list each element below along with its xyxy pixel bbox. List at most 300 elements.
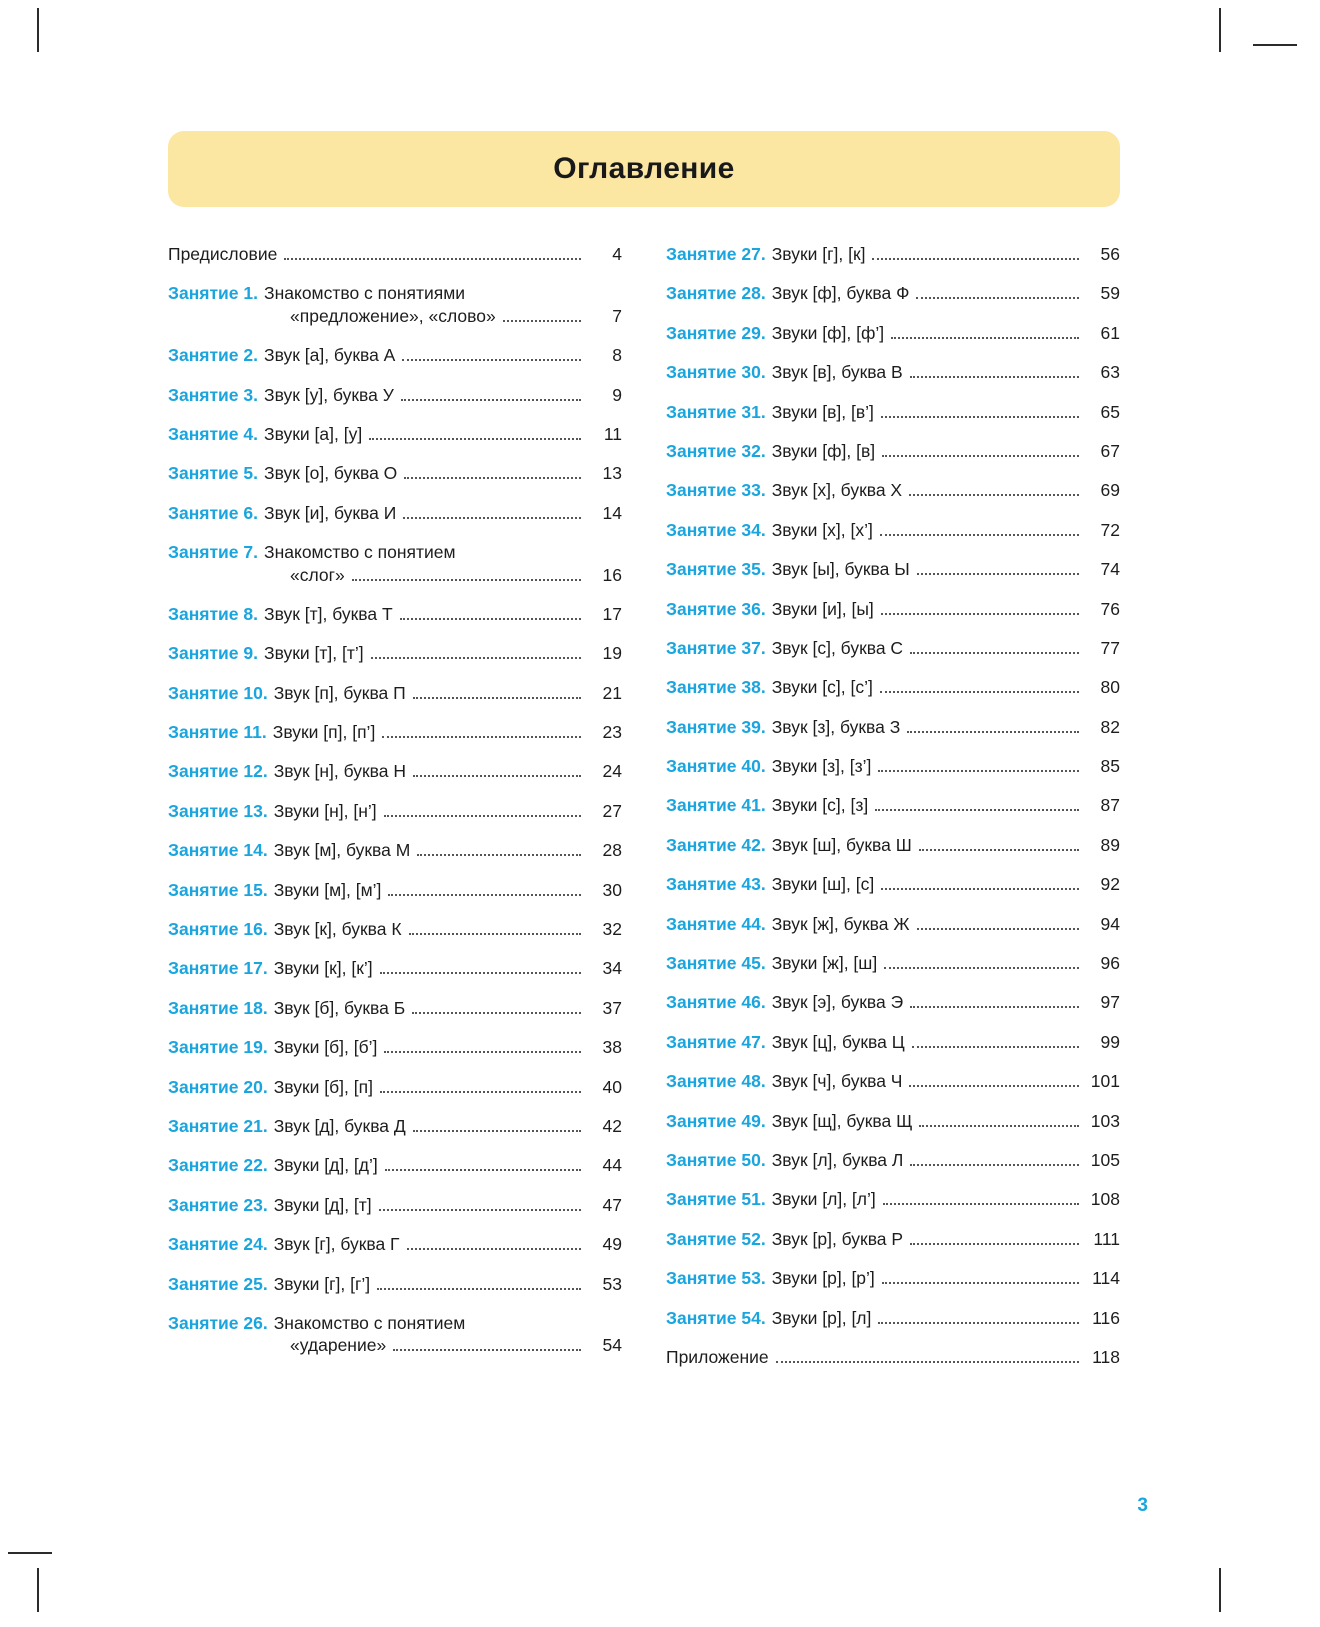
toc-entry-line [168,1036,622,1058]
toc-entry-label: Занятие 50. [666,1149,766,1170]
toc-entry[interactable] [168,839,622,861]
toc-entry-label: Занятие 9. [168,643,258,664]
toc-entry[interactable] [666,479,1120,501]
toc-entry-label: Занятие 41. [666,795,766,816]
toc-entry-page: 19 [602,643,622,664]
toc-entry-text: Звук [а], буква А [264,345,396,366]
toc-leader-dots [417,853,581,856]
crop-mark-right-top [1253,44,1297,46]
toc-entry[interactable] [666,1110,1120,1132]
toc-entry-page: 42 [602,1115,622,1136]
toc-entry-line [168,1312,622,1334]
toc-entry-text: Звуки [х], [х’] [771,519,873,540]
toc-entry-text: Звук [к], буква К [273,919,402,940]
toc-entry-label: Занятие 38. [666,677,766,698]
toc-entry-text: Приложение [666,1346,769,1367]
toc-entry-label: Занятие 28. [666,283,766,304]
toc-leader-dots [393,1348,581,1351]
toc-entry-text: Знакомство с понятием [273,1312,466,1333]
toc-entry-text: Звуки [п], [п’] [272,722,376,743]
toc-entry-text: Звуки [и], [ы] [771,598,874,619]
toc-entry-label: Занятие 44. [666,913,766,934]
toc-entry-text: Звук [ц], буква Ц [771,1031,905,1052]
toc-entry-label: Занятие 18. [168,997,268,1018]
toc-entry[interactable] [168,760,622,782]
toc-entry-page: 89 [1100,834,1120,855]
toc-leader-dots [910,651,1079,654]
toc-entry-text: Звук [х], буква Х [771,480,903,501]
toc-entry-label: Занятие 43. [666,874,766,895]
toc-column-left [168,243,622,1385]
toc-leader-dots [878,769,1079,772]
toc-entry-page: 76 [1100,598,1120,619]
toc-entry-label: Занятие 25. [168,1273,268,1294]
toc-entry[interactable] [168,344,622,366]
toc-entry[interactable] [666,1346,1120,1368]
toc-entry[interactable] [168,1233,622,1255]
toc-entry-text: Звук [г], буква Г [273,1234,400,1255]
toc-entry-label: Занятие 35. [666,559,766,580]
toc-entry-page: 103 [1090,1110,1120,1131]
toc-leader-dots [880,690,1079,693]
toc-entry-text: Звук [э], буква Э [771,992,904,1013]
toc-entry[interactable] [666,1188,1120,1210]
toc-leader-dots [909,493,1079,496]
toc-entry-page: 114 [1092,1268,1120,1289]
toc-entry-text: Звуки [р], [р’] [771,1268,875,1289]
toc-entry-line [666,991,1120,1013]
toc-entry-label: Занятие 8. [168,603,258,624]
toc-entry-line [666,598,1120,620]
toc-entry-text: Звуки [н], [н’] [273,800,377,821]
toc-leader-dots [776,1360,1079,1363]
toc-entry-text: Звуки [д], [т] [273,1194,372,1215]
toc-entry-text: Звуки [м], [м’] [273,879,382,900]
toc-entry[interactable] [168,502,622,524]
toc-entry-page: 28 [602,840,622,861]
toc-entry-line [666,440,1120,462]
toc-entry-line [168,423,622,445]
toc-entry-page: 40 [602,1076,622,1097]
toc-entry-line [168,1273,622,1295]
toc-entry-line [666,322,1120,344]
toc-entry[interactable] [666,440,1120,462]
toc-entry-line [666,1307,1120,1329]
toc-entry[interactable] [666,755,1120,777]
toc-entry-line [168,800,622,822]
toc-entry-line [168,1076,622,1098]
toc-entry-text: Звук [ф], буква Ф [771,283,910,304]
toc-entry[interactable] [666,401,1120,423]
toc-entry[interactable] [168,1115,622,1137]
toc-leader-dots [404,476,581,479]
toc-entry-page: 69 [1100,480,1120,501]
toc-leader-dots [891,336,1079,339]
toc-entry-label: Занятие 1. [168,283,258,304]
toc-entry-line [666,873,1120,895]
toc-entry-page: 63 [1100,362,1120,383]
toc-entry-page: 44 [602,1155,622,1176]
toc-entry-label: Занятие 39. [666,716,766,737]
toc-entry[interactable] [168,879,622,901]
toc-leader-dots [917,572,1079,575]
toc-entry-page: 85 [1100,756,1120,777]
toc-entry-text: Звуки [г], [к] [771,244,866,264]
toc-entry-line [168,282,622,304]
toc-entry-label: Занятие 46. [666,992,766,1013]
toc-entry[interactable] [666,322,1120,344]
toc-entry-label: Занятие 23. [168,1194,268,1215]
toc-entry-page: 72 [1100,519,1120,540]
toc-entry-label: Занятие 3. [168,384,258,405]
toc-leader-dots [407,1247,581,1250]
toc-entry-line [168,682,622,704]
toc-entry-label: Занятие 36. [666,598,766,619]
toc-entry-text: Звуки [д], [д’] [273,1155,378,1176]
toc-entry-text: Звуки [с], [с’] [771,677,873,698]
toc-leader-dots [409,932,581,935]
toc-entry-page: 116 [1092,1307,1120,1328]
toc-entry-page: 87 [1100,795,1120,816]
toc-entry[interactable] [168,423,622,445]
toc-entry-label: Занятие 2. [168,345,258,366]
toc-entry[interactable] [666,913,1120,935]
toc-entry-label: Занятие 12. [168,761,268,782]
toc-columns [168,243,1120,1385]
toc-entry-line [666,361,1120,383]
toc-entry[interactable] [666,873,1120,895]
toc-entry-text: Звуки [а], [у] [264,423,363,444]
toc-entry-page: 92 [1100,874,1120,895]
toc-leader-dots [882,1281,1079,1284]
toc-entry-line [666,479,1120,501]
toc-entry-line [168,541,622,563]
crop-mark-bottom-left [37,1568,39,1612]
toc-entry-page: 27 [602,800,622,821]
toc-entry[interactable] [168,1194,622,1216]
toc-leader-dots [910,1163,1079,1166]
toc-entry-label: Занятие 45. [666,953,766,974]
toc-entry[interactable] [666,1267,1120,1289]
toc-entry-text: Звук [л], буква Л [771,1149,904,1170]
toc-entry[interactable] [666,716,1120,738]
toc-entry-page: 24 [602,761,622,782]
toc-entry-text: Звуки [ф], [в] [771,440,876,461]
toc-entry[interactable] [666,676,1120,698]
toc-entry-page: 13 [602,463,622,484]
toc-entry-page: 94 [1100,913,1120,934]
toc-entry-line [168,918,622,940]
toc-entry-page: 53 [602,1273,622,1294]
toc-entry-line [666,519,1120,541]
toc-entry-line [666,716,1120,738]
toc-entry-text: Звук [з], буква З [771,716,901,737]
toc-leader-dots [385,1168,581,1171]
toc-entry-text-wrap: «слог» [290,564,345,585]
toc-entry-label: Занятие 40. [666,756,766,777]
toc-entry-label: Занятие 16. [168,919,268,940]
toc-leader-dots [881,612,1079,615]
toc-entry-line [168,1154,622,1176]
toc-entry-text: Звуки [г], [г’] [273,1273,371,1294]
toc-leader-dots [503,319,581,322]
toc-entry-label: Занятие 49. [666,1110,766,1131]
toc-entry-text-wrap: «предложение», «слово» [290,305,496,326]
toc-entry-label: Занятие 20. [168,1076,268,1097]
toc-entry-label: Занятие 32. [666,440,766,461]
toc-entry-label: Занятие 21. [168,1115,268,1136]
toc-entry-line [666,282,1120,304]
toc-leader-dots [352,578,581,581]
toc-entry-page: 77 [1100,637,1120,658]
toc-entry[interactable] [168,997,622,1019]
toc-entry[interactable] [168,462,622,484]
toc-entry-line [666,637,1120,659]
toc-leader-dots [388,893,581,896]
crop-mark-top-left [37,8,39,52]
toc-entry[interactable] [666,361,1120,383]
toc-leader-dots [880,533,1079,536]
toc-leader-dots [371,656,581,659]
toc-entry-page: 4 [612,244,622,264]
toc-entry[interactable] [666,991,1120,1013]
toc-entry-line [168,1115,622,1137]
toc-entry-label: Занятие 24. [168,1234,268,1255]
toc-leader-dots [384,814,581,817]
toc-entry-label: Занятие 19. [168,1037,268,1058]
toc-entry-label: Занятие 17. [168,958,268,979]
toc-entry-line [666,1267,1120,1289]
toc-entry[interactable] [666,1228,1120,1250]
toc-entry[interactable] [168,243,622,265]
toc-entry[interactable] [168,957,622,979]
toc-entry-line [666,1228,1120,1250]
toc-entry[interactable] [666,1031,1120,1053]
toc-entry-line [168,243,622,265]
toc-entry-line [168,384,622,406]
crop-mark-left-bottom [8,1552,52,1554]
toc-leader-dots [878,1321,1079,1324]
toc-entry-page: 14 [602,502,622,523]
toc-entry-line [666,1031,1120,1053]
toc-entry-page: 38 [602,1037,622,1058]
toc-entry-page: 49 [602,1234,622,1255]
toc-title-banner [168,131,1120,207]
toc-entry-label: Занятие 52. [666,1228,766,1249]
toc-entry-page: 105 [1090,1149,1120,1170]
toc-entry[interactable] [168,1036,622,1058]
toc-leader-dots [916,296,1079,299]
toc-entry-label: Занятие 54. [666,1307,766,1328]
toc-entry-text: Звук [т], буква Т [264,603,393,624]
toc-entry-line [168,760,622,782]
toc-entry-text: Звуки [б], [б’] [273,1037,378,1058]
toc-leader-dots [881,415,1079,418]
toc-entry-line [168,344,622,366]
toc-entry-line [168,957,622,979]
toc-entry-text: Звуки [с], [з] [771,795,869,816]
toc-entry[interactable] [666,1070,1120,1092]
toc-entry-text: Звуки [ш], [с] [771,874,875,895]
toc-entry[interactable] [666,794,1120,816]
toc-leader-dots [382,735,581,738]
toc-entry-text: Звук [р], буква Р [771,1228,904,1249]
toc-entry[interactable] [666,598,1120,620]
toc-leader-dots [909,1084,1079,1087]
toc-entry[interactable] [168,603,622,625]
toc-leader-dots [413,1129,581,1132]
toc-entry-page: 9 [612,384,622,405]
toc-entry-label: Занятие 27. [666,244,766,264]
toc-entry[interactable] [666,519,1120,541]
toc-entry-line [666,794,1120,816]
toc-entry[interactable] [666,1149,1120,1171]
toc-entry[interactable] [168,1076,622,1098]
toc-entry-line [666,1110,1120,1132]
toc-entry[interactable] [168,1154,622,1176]
toc-entry[interactable] [666,637,1120,659]
toc-entry[interactable] [666,952,1120,974]
toc-leader-dots [884,966,1079,969]
toc-entry-label: Занятие 53. [666,1268,766,1289]
toc-leader-dots [882,454,1079,457]
toc-entry[interactable] [168,1273,622,1295]
toc-entry-page: 23 [602,722,622,743]
toc-entry-line [168,502,622,524]
toc-leader-dots [403,516,581,519]
toc-leader-dots [380,1090,581,1093]
toc-entry[interactable] [168,541,622,586]
toc-leader-dots [369,437,581,440]
toc-entry-text: Звук [и], буква И [264,502,397,523]
toc-entry-label: Занятие 22. [168,1155,268,1176]
toc-entry-page: 21 [602,682,622,703]
toc-entry-text: Звук [ж], буква Ж [771,913,910,934]
toc-entry-label: Занятие 15. [168,879,268,900]
toc-entry-page: 82 [1100,716,1120,737]
toc-entry-line [666,952,1120,974]
toc-entry[interactable] [666,282,1120,304]
toc-leader-dots [883,1202,1079,1205]
toc-leader-dots [919,1124,1079,1127]
toc-entry-label: Занятие 29. [666,322,766,343]
toc-entry[interactable] [168,642,622,664]
toc-leader-dots [912,1045,1079,1048]
toc-leader-dots [412,1011,581,1014]
toc-entry-label: Занятие 11. [168,722,267,743]
toc-entry-label: Занятие 4. [168,423,258,444]
toc-entry-page: 8 [612,345,622,366]
toc-entry-page: 74 [1100,559,1120,580]
toc-entry-line [168,721,622,743]
toc-entry-page: 59 [1100,283,1120,304]
toc-entry-line [666,558,1120,580]
toc-entry[interactable] [168,1312,622,1357]
toc-entry-page: 111 [1093,1228,1120,1249]
toc-leader-dots [379,1208,581,1211]
toc-entry-page: 56 [1100,244,1120,264]
toc-leader-dots [919,848,1079,851]
toc-entry-line [168,603,622,625]
toc-entry-text-wrap: «ударение» [290,1335,387,1356]
toc-entry-text: Звук [б], буква Б [273,997,406,1018]
toc-entry-line [666,676,1120,698]
toc-entry[interactable] [666,243,1120,265]
toc-entry-line [168,1233,622,1255]
toc-entry-text: Знакомство с понятиями [264,283,466,304]
toc-entry-text: Звук [в], буква В [771,362,903,383]
toc-entry-line [666,1149,1120,1171]
toc-entry-label: Занятие 14. [168,840,268,861]
toc-entry-text: Звуки [б], [п] [273,1076,373,1097]
toc-entry-label: Занятие 31. [666,401,766,422]
toc-entry[interactable] [168,800,622,822]
toc-entry-label: Занятие 37. [666,637,766,658]
toc-entry-line [666,243,1120,265]
toc-entry[interactable] [168,721,622,743]
toc-entry-text: Звук [п], буква П [273,682,406,703]
toc-entry-page: 17 [602,603,622,624]
toc-entry-text: Звуки [в], [в’] [771,401,874,422]
toc-entry-line [168,839,622,861]
toc-entry[interactable] [168,384,622,406]
toc-entry-text: Звуки [ж], [ш] [771,953,878,974]
toc-entry-label: Занятие 6. [168,502,258,523]
toc-entry-text: Предисловие [168,244,278,264]
toc-column-right [666,243,1120,1385]
toc-entry-line [666,1346,1120,1368]
toc-entry-page: 11 [603,423,622,444]
toc-entry[interactable] [168,918,622,940]
toc-entry-text: Звуки [к], [к’] [273,958,373,979]
toc-entry-text: Звук [у], буква У [264,384,394,405]
toc-entry-text: Звук [ш], буква Ш [771,834,912,855]
toc-entry[interactable] [168,682,622,704]
toc-leader-dots [872,257,1079,260]
toc-entry-page: 67 [1100,440,1120,461]
toc-entry-page: 34 [602,958,622,979]
toc-entry-text: Звук [м], буква М [273,840,411,861]
toc-entry[interactable] [666,558,1120,580]
page-number: 3 [1137,1495,1148,1516]
toc-leader-dots [402,358,581,361]
toc-entry-text: Звуки [т], [т’] [264,643,364,664]
toc-entry[interactable] [666,834,1120,856]
toc-entry-line [666,913,1120,935]
toc-entry-label: Занятие 7. [168,542,258,563]
toc-entry-text: Звуки [з], [з’] [771,756,872,777]
toc-entry-line [168,997,622,1019]
toc-leader-dots [380,971,581,974]
toc-entry-page: 32 [602,919,622,940]
toc-entry[interactable] [168,282,622,327]
toc-entry-page: 118 [1092,1346,1120,1367]
toc-entry-label: Занятие 42. [666,834,766,855]
toc-leader-dots [907,730,1079,733]
toc-entry-label: Занятие 34. [666,519,766,540]
toc-entry-text: Звук [ч], буква Ч [771,1071,903,1092]
toc-entry-text: Звук [н], буква Н [273,761,406,782]
toc-entry-label: Занятие 47. [666,1031,766,1052]
toc-entry-text: Звук [с], буква С [771,637,904,658]
toc-entry-page: 30 [602,879,622,900]
toc-entry[interactable] [666,1307,1120,1329]
toc-entry-label: Занятие 30. [666,362,766,383]
toc-leader-dots [384,1050,581,1053]
toc-entry-page: 47 [602,1194,622,1215]
toc-entry-text: Звук [щ], буква Щ [771,1110,913,1131]
toc-entry-line [666,401,1120,423]
